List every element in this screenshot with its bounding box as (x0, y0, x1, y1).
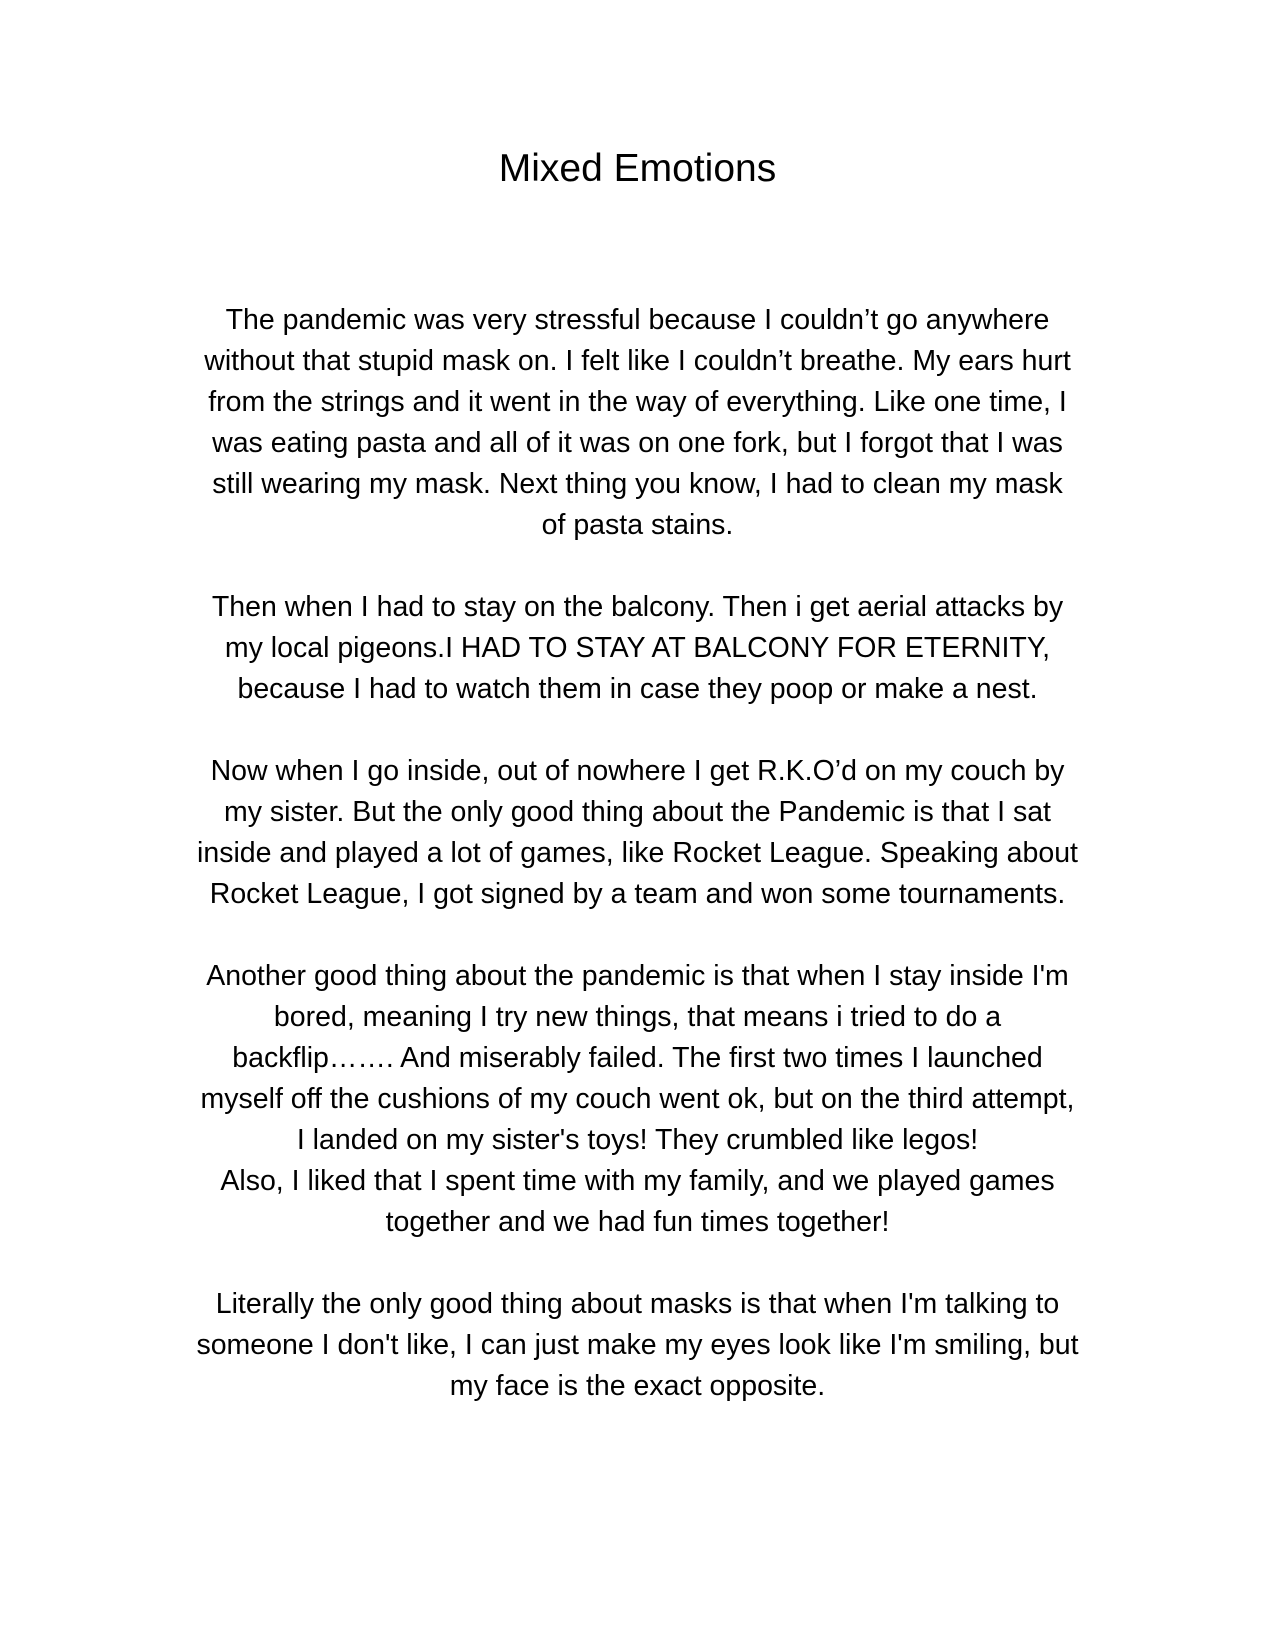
text-line: together and we had fun times together! (385, 1206, 890, 1238)
paragraph-2 (140, 587, 1135, 710)
text-line: backflip……. And miserably failed. The first two times I launched (232, 1042, 1043, 1074)
text-line: Literally the only good thing about masks is that when I'm talking to (215, 1288, 1060, 1320)
text-line: without that stupid mask on. I felt like I couldn’t breathe. My ears hurt (204, 345, 1071, 377)
text-line: Now when I go inside, out of nowhere I get R.K.O’d on my couch by (210, 755, 1065, 787)
text-line: bored, meaning I try new things, that means i tried to do a (273, 1001, 1002, 1033)
text-line: because I had to watch them in case they poop or make a nest. (237, 673, 1038, 705)
text-line: myself off the cushions of my couch went ok, but on the third attempt, (200, 1083, 1075, 1115)
document-title: Mixed Emotions (498, 147, 777, 190)
text-line: inside and played a lot of games, like Rocket League. Speaking about (197, 837, 1078, 869)
paragraph-1 (140, 300, 1135, 546)
paragraph-3 (140, 751, 1135, 915)
paragraph-5 (140, 1284, 1135, 1407)
text-line: Rocket League, I got signed by a team and won some tournaments. (209, 878, 1066, 910)
text-line: still wearing my mask. Next thing you know, I had to clean my mask (212, 468, 1063, 500)
text-line: from the strings and it went in the way of everything. Like one time, I (208, 386, 1067, 418)
document-body (140, 300, 1135, 1407)
text-line: The pandemic was very stressful because I couldn’t go anywhere (225, 304, 1050, 336)
text-line: my face is the exact opposite. (449, 1370, 826, 1402)
text-line: someone I don't like, I can just make my eyes look like I'm smiling, but (196, 1329, 1079, 1361)
text-line: my local pigeons.I HAD TO STAY AT BALCONY FOR ETERNITY, (224, 632, 1051, 664)
text-line: Then when I had to stay on the balcony. Then i get aerial attacks by (211, 591, 1064, 623)
text-line: Another good thing about the pandemic is that when I stay inside I'm (206, 960, 1069, 992)
text-line: I landed on my sister's toys! They crumbled like legos! (296, 1124, 979, 1156)
text-line: of pasta stains. (541, 509, 734, 541)
paragraph-4 (140, 956, 1135, 1243)
text-line: Also, I liked that I spent time with my family, and we played games (220, 1165, 1055, 1197)
text-line: was eating pasta and all of it was on one fork, but I forgot that I was (212, 427, 1063, 459)
text-line: my sister. But the only good thing about the Pandemic is that I sat (224, 796, 1051, 828)
